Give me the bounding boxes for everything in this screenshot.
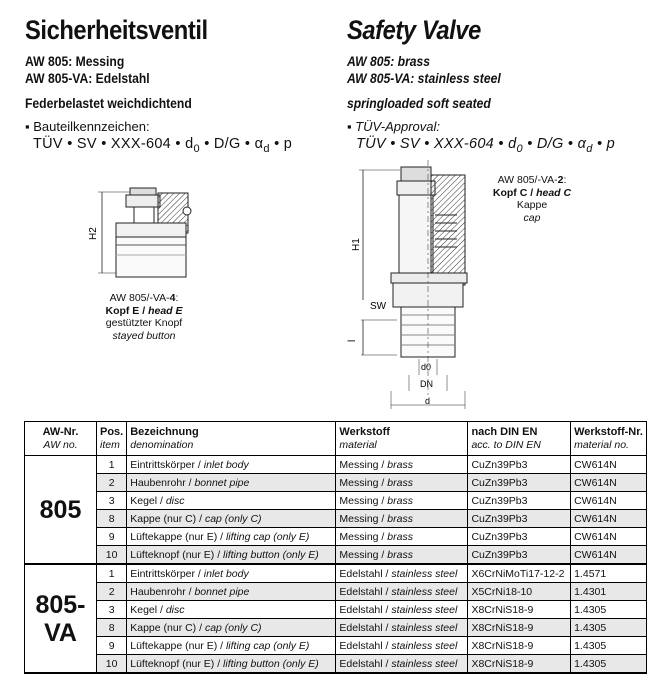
cap-part-bold: 2 (557, 174, 564, 186)
denomination-en: bonnet pipe (194, 476, 250, 489)
cap-part-colon: : (175, 292, 179, 304)
cap-head-de: Kopf E (105, 304, 140, 317)
material-de: Edelstahl / (339, 639, 392, 652)
material-en: stainless steel (391, 585, 458, 598)
cell-material (336, 564, 468, 583)
cell-pos: 8 (97, 510, 127, 528)
col-header (127, 422, 336, 456)
cell-material-no: 1.4305 (571, 601, 647, 619)
table-row (25, 619, 647, 637)
cell-material (336, 456, 468, 474)
group-name-line-1: 805- (35, 590, 86, 619)
cell-material (336, 528, 468, 546)
cell-din: CuZn39Pb3 (468, 546, 571, 565)
marking-text-2: • D/G • α (199, 136, 264, 152)
cap-head-en: head E (148, 304, 183, 317)
cell-pos: 3 (97, 601, 127, 619)
cell-material-no: CW614N (571, 528, 647, 546)
col-header (468, 422, 571, 456)
caption-head-e (84, 292, 204, 342)
group-name: 805 (25, 456, 97, 565)
table-row (25, 546, 647, 565)
caption-head-c (484, 174, 580, 224)
marking-text-3: • p (269, 136, 293, 152)
material-en: brass (387, 530, 413, 543)
denomination-en: bonnet pipe (194, 585, 250, 598)
cell-din: X6CrNiMoTi17-12-2 (468, 564, 571, 583)
caption-line-3: Kappe (516, 199, 548, 211)
cell-material-no: CW614N (571, 492, 647, 510)
denomination-en: lifting button (only E) (223, 548, 319, 561)
table-row (25, 492, 647, 510)
marking-label-en: ▪ TÜV-Approval: (347, 119, 440, 134)
cap-head-en: head C (536, 186, 572, 199)
denomination-de: Lüftekappe (nur E) / (130, 530, 226, 543)
cell-denomination (127, 528, 336, 546)
cell-din: CuZn39Pb3 (468, 474, 571, 492)
denomination-en: inlet body (203, 458, 249, 471)
table-row (25, 655, 647, 674)
marking-text: TÜV • SV • XXX-604 • d (33, 136, 194, 152)
subtitle-brass-en: AW 805: brass (347, 54, 431, 69)
col-header-en: item (100, 438, 120, 451)
cell-din: CuZn39Pb3 (468, 528, 571, 546)
cell-denomination (127, 492, 336, 510)
table-row (25, 474, 647, 492)
cell-material (336, 619, 468, 637)
cell-pos: 10 (97, 655, 127, 674)
material-en: brass (387, 458, 413, 471)
denomination-de: Kegel / (130, 494, 166, 507)
cell-pos: 1 (97, 564, 127, 583)
marking-label-de: ▪ Bauteilkennzeichen: (25, 119, 150, 134)
caption-line-4: cap (523, 211, 541, 224)
col-header-de: Werkstoff-Nr. (574, 425, 643, 438)
cell-pos: 3 (97, 492, 127, 510)
col-header-en: denomination (130, 438, 194, 451)
table-header-row (25, 422, 647, 456)
cell-pos: 2 (97, 474, 127, 492)
material-de: Messing / (339, 494, 388, 507)
cell-denomination (127, 619, 336, 637)
cell-denomination (127, 601, 336, 619)
denomination-de: Lüftekappe (nur E) / (130, 639, 226, 652)
cell-pos: 10 (97, 546, 127, 565)
denomination-en: disc (165, 603, 185, 616)
cell-din: CuZn39Pb3 (468, 510, 571, 528)
col-header (571, 422, 647, 456)
denomination-en: lifting cap (only E) (225, 530, 310, 543)
material-en: stainless steel (391, 621, 458, 634)
table-row (25, 583, 647, 601)
marking-text-2: • D/G • α (522, 136, 587, 152)
table-row (25, 510, 647, 528)
subtitle-spring-en: springloaded soft seated (347, 96, 491, 111)
col-header (97, 422, 127, 456)
caption-line-2 (484, 187, 580, 200)
col-header-de: Werkstoff (339, 425, 390, 438)
cell-material-no: CW614N (571, 510, 647, 528)
marking-text: TÜV • SV • XXX-604 • d (356, 136, 517, 152)
denomination-de: Kappe (nur C) / (130, 512, 205, 525)
cell-din: X8CrNiS18-9 (468, 619, 571, 637)
material-de: Messing / (339, 476, 388, 489)
dim-d: d (425, 396, 431, 406)
material-en: stainless steel (391, 639, 458, 652)
cell-denomination (127, 474, 336, 492)
denomination-en: lifting button (only E) (223, 657, 319, 670)
table-row (25, 564, 647, 583)
cell-material (336, 601, 468, 619)
cell-din: X8CrNiS18-9 (468, 637, 571, 655)
cap-slash: / (139, 304, 149, 317)
cell-material-no: 1.4571 (571, 564, 647, 583)
col-header-en: AW no. (43, 438, 78, 451)
caption-line-1 (84, 292, 204, 305)
denomination-de: Haubenrohr / (130, 476, 195, 489)
dim-h1: H1 (351, 238, 362, 251)
cap-part: AW 805/-VA- (109, 292, 170, 304)
cell-material-no: 1.4305 (571, 637, 647, 655)
cell-material (336, 637, 468, 655)
cell-denomination (127, 456, 336, 474)
cell-material (336, 492, 468, 510)
denomination-de: Haubenrohr / (130, 585, 195, 598)
table-row (25, 528, 647, 546)
col-header (25, 422, 97, 456)
cell-din: CuZn39Pb3 (468, 492, 571, 510)
denomination-en: inlet body (203, 567, 249, 580)
material-de: Edelstahl / (339, 585, 392, 598)
cell-material (336, 510, 468, 528)
group-name-line-2: VA (44, 618, 77, 647)
cell-material-no: 1.4305 (571, 655, 647, 674)
cell-pos: 2 (97, 583, 127, 601)
cell-denomination (127, 564, 336, 583)
marking-sub: 0 (516, 142, 523, 155)
marking-text-3: • p (592, 136, 616, 152)
title-en: Safety Valve (347, 15, 481, 45)
cell-material-no: CW614N (571, 474, 647, 492)
denomination-en: cap (only C) (204, 512, 262, 525)
subtitle-stainless-de: AW 805-VA: Edelstahl (25, 71, 150, 86)
table-row (25, 637, 647, 655)
col-header-de: Pos. (100, 425, 124, 438)
cell-pos: 8 (97, 619, 127, 637)
material-de: Edelstahl / (339, 603, 392, 616)
denomination-en: disc (165, 494, 185, 507)
table-row (25, 601, 647, 619)
marking-value-de (33, 135, 292, 158)
title-de: Sicherheitsventil (25, 15, 208, 45)
cap-part: AW 805/-VA- (497, 174, 558, 186)
caption-line-4: stayed button (112, 329, 176, 342)
material-de: Messing / (339, 530, 388, 543)
marking-sub-2: d (263, 142, 270, 155)
denomination-de: Kegel / (130, 603, 166, 616)
valve-head-c-drawing (345, 155, 475, 413)
denomination-de: Lüfteknopf (nur E) / (130, 657, 224, 670)
material-en: brass (387, 494, 413, 507)
cap-part-colon: : (563, 174, 567, 186)
material-de: Messing / (339, 458, 388, 471)
cell-denomination (127, 655, 336, 674)
cell-din: X8CrNiS18-9 (468, 655, 571, 674)
col-header-en: material no. (574, 438, 629, 451)
dim-d0: d0 (421, 362, 432, 372)
cell-material (336, 474, 468, 492)
material-en: stainless steel (391, 567, 458, 580)
denomination-de: Lüfteknopf (nur E) / (130, 548, 224, 561)
denomination-en: lifting cap (only E) (225, 639, 310, 652)
group-name (25, 564, 97, 673)
marking-sub: 0 (193, 142, 200, 155)
denomination-de: Kappe (nur C) / (130, 621, 205, 634)
cell-pos: 9 (97, 528, 127, 546)
cell-denomination (127, 546, 336, 565)
material-de: Messing / (339, 512, 388, 525)
denomination-de: Eintrittskörper / (130, 458, 204, 471)
cell-material-no: CW614N (571, 456, 647, 474)
cap-part-bold: 4 (169, 292, 176, 304)
col-header-de: nach DIN EN (471, 425, 538, 438)
cell-pos: 9 (97, 637, 127, 655)
col-header-de: Bezeichnung (130, 425, 199, 438)
col-header-en: material (339, 438, 377, 451)
cell-pos: 1 (97, 456, 127, 474)
cell-din: CuZn39Pb3 (468, 456, 571, 474)
cap-head-de: Kopf C (492, 186, 528, 199)
cap-slash: / (527, 186, 537, 199)
cell-denomination (127, 583, 336, 601)
subtitle-spring-de: Federbelastet weichdichtend (25, 96, 192, 111)
cell-material-no: 1.4301 (571, 583, 647, 601)
table-row (25, 456, 647, 474)
cell-denomination (127, 510, 336, 528)
material-en: brass (387, 512, 413, 525)
subtitle-brass-de: AW 805: Messing (25, 54, 125, 69)
cell-material-no: 1.4305 (571, 619, 647, 637)
valve-head-e-drawing (80, 185, 210, 285)
denomination-de: Eintrittskörper / (130, 567, 204, 580)
cell-material (336, 655, 468, 674)
cell-din: X5CrNi18-10 (468, 583, 571, 601)
dim-l: l (347, 339, 358, 342)
col-header-de: AW-Nr. (42, 425, 79, 438)
material-en: brass (387, 548, 413, 561)
material-de: Messing / (339, 548, 388, 561)
cell-material (336, 546, 468, 565)
denomination-en: cap (only C) (204, 621, 262, 634)
subtitle-stainless-en: AW 805-VA: stainless steel (347, 71, 501, 86)
marking-sub-2: d (586, 142, 593, 155)
col-header-en: acc. to DIN EN (471, 438, 541, 451)
parts-table (24, 421, 647, 674)
cell-din: X8CrNiS18-9 (468, 601, 571, 619)
cell-material (336, 583, 468, 601)
dim-h2: H2 (88, 227, 99, 240)
material-de: Edelstahl / (339, 657, 392, 670)
caption-line-3: gestützter Knopf (105, 317, 183, 329)
material-en: stainless steel (391, 657, 458, 670)
caption-line-1 (484, 174, 580, 187)
material-en: brass (387, 476, 413, 489)
col-header (336, 422, 468, 456)
caption-line-2 (84, 305, 204, 318)
cell-material-no: CW614N (571, 546, 647, 565)
material-de: Edelstahl / (339, 567, 392, 580)
dim-sw: SW (370, 301, 387, 312)
material-en: stainless steel (391, 603, 458, 616)
material-de: Edelstahl / (339, 621, 392, 634)
cell-denomination (127, 637, 336, 655)
dim-dn: DN (420, 379, 433, 389)
